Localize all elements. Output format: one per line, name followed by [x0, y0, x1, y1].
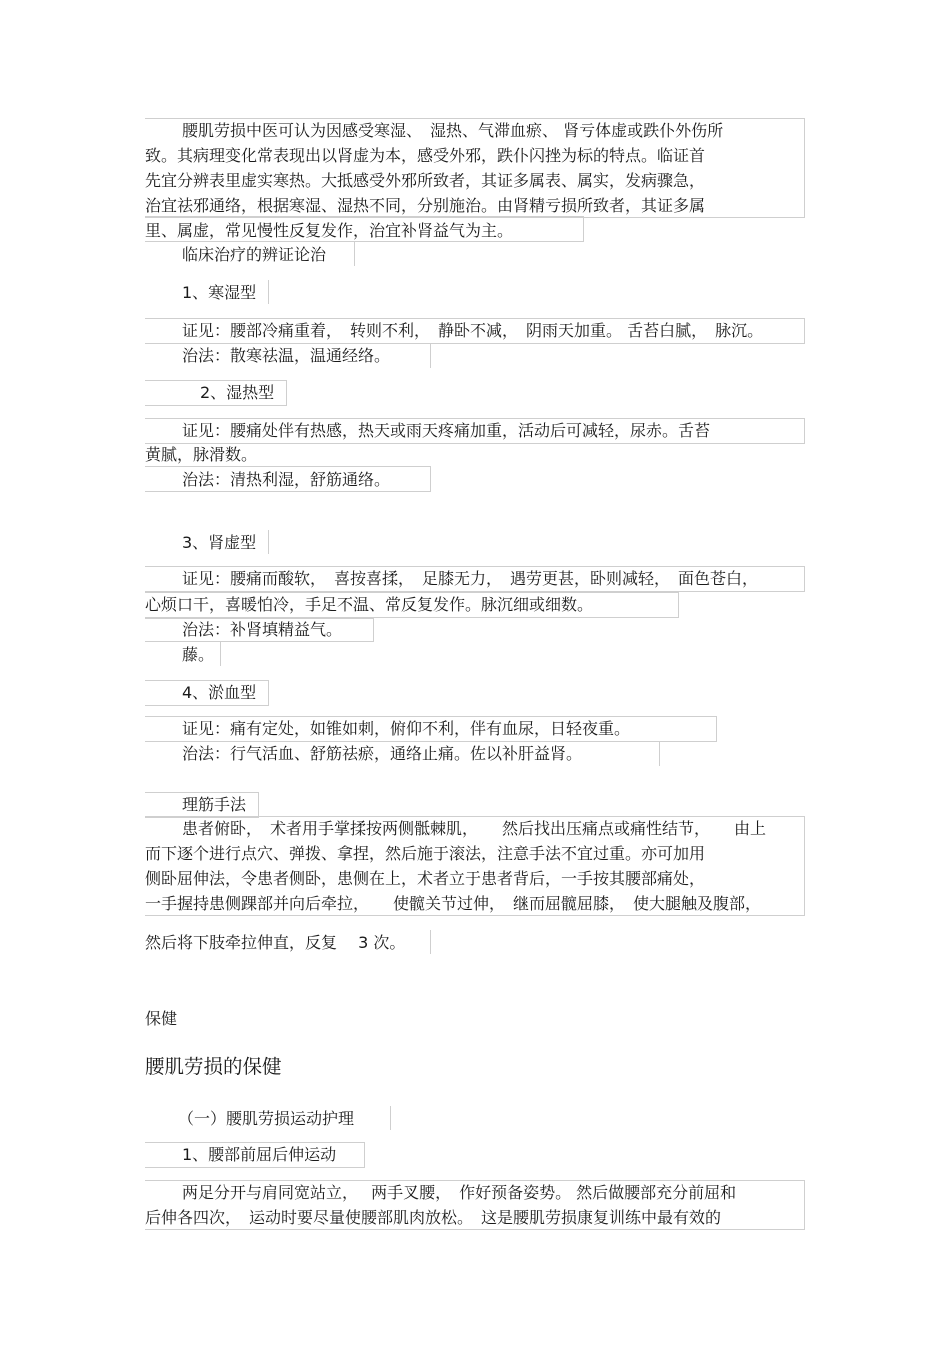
care-line: 后伸各四次， 运动时要尽量使腰部肌肉放松。 这是腰肌劳损康复训练中最有效的 — [145, 1208, 722, 1227]
frame — [430, 930, 431, 954]
manipulation-title: 理筋手法 — [182, 795, 247, 814]
treatment-text: 治法：散寒祛温，温通经络。 — [182, 346, 391, 365]
type-heading: 1、寒湿型 — [182, 283, 257, 302]
manipulation-line: 患者俯卧， 术者用手掌揉按两侧骶棘肌， 然后找出压痛点或痛性结节， 由上 — [182, 819, 767, 838]
type-heading: 3、肾虚型 — [182, 533, 257, 552]
intro-line: 致。其病理变化常表现出以肾虚为本，感受外邪，跌仆闪挫为标的特点。临证首 — [145, 146, 706, 165]
intro-line: 先宜分辨表里虚实寒热。大抵感受外邪所致者，其证多属表、属实，发病骤急， — [145, 171, 706, 190]
symptom-text: 证见：腰痛处伴有热感，热天或雨天疼痛加重，活动后可减轻，尿赤。舌苔 — [182, 421, 711, 440]
manipulation-line: 而下逐个进行点穴、弹拨、拿捏，然后施于滚法，注意手法不宜过重。亦可加用 — [145, 844, 706, 863]
frame — [659, 742, 660, 766]
section-title: 临床治疗的辨证论治 — [182, 245, 327, 264]
intro-line: 里、属虚，常见慢性反复发作，治宜补肾益气为主。 — [145, 221, 514, 240]
symptom-text: 证见：腰部冷痛重着， 转则不利， 静卧不减， 阴雨天加重。 舌苔白腻， 脉沉。 — [182, 321, 764, 340]
frame — [268, 530, 269, 554]
symptom-text: 黄腻，脉滑数。 — [145, 445, 258, 464]
manipulation-line: 然后将下肢牵拉伸直，反复 3 次。 — [145, 933, 406, 952]
care-line: 两足分开与肩同宽站立， 两手叉腰， 作好预备姿势。 然后做腰部充分前屈和 — [182, 1183, 737, 1202]
frame — [390, 1106, 391, 1130]
treatment-text: 治法：补肾填精益气。 — [182, 620, 343, 639]
intro-line: 腰肌劳损中医可认为因感受寒湿、 湿热、气滞血瘀、 肾亏体虚或跌仆外伤所 — [182, 121, 724, 140]
frame — [220, 642, 221, 666]
treatment-text: 治法：清热利湿，舒筋通络。 — [182, 470, 391, 489]
baojian-label: 保健 — [145, 1009, 178, 1028]
care-title: 腰肌劳损的保健 — [145, 1055, 282, 1078]
symptom-text: 心烦口干，喜暖怕冷，手足不温、常反复发作。脉沉细或细数。 — [145, 595, 594, 614]
symptom-text: 证见：腰痛而酸软， 喜按喜揉， 足膝无力， 遇劳更甚，卧则减轻， 面色苍白， — [182, 569, 759, 588]
extra-text: 藤。 — [182, 645, 215, 664]
care-subtitle: （一）腰肌劳损运动护理 — [178, 1109, 355, 1128]
intro-line: 治宜祛邪通络，根据寒湿、湿热不同，分别施治。由肾精亏损所致者，其证多属 — [145, 196, 706, 215]
frame — [268, 280, 269, 304]
frame — [430, 344, 431, 368]
type-heading: 2、湿热型 — [200, 383, 275, 402]
manipulation-line: 一手握持患侧踝部并向后牵拉， 使髋关节过伸， 继而屈髋屈膝， 使大腿触及腹部， — [145, 894, 762, 913]
manipulation-line: 侧卧屈伸法，令患者侧卧，患侧在上，术者立于患者背后，一手按其腰部痛处， — [145, 869, 706, 888]
care-item-heading: 1、腰部前屈后伸运动 — [182, 1145, 337, 1164]
symptom-text: 证见：痛有定处，如锥如刺，俯仰不利，伴有血尿，日轻夜重。 — [182, 719, 631, 738]
treatment-text: 治法：行气活血、舒筋祛瘀，通络止痛。佐以补肝益肾。 — [182, 744, 583, 763]
type-heading: 4、淤血型 — [182, 683, 257, 702]
frame — [354, 242, 355, 266]
